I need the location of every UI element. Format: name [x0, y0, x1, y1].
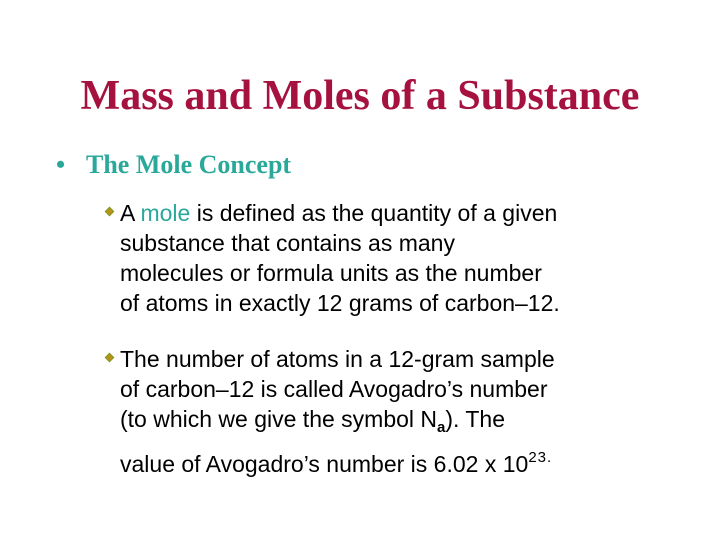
subpoint-mole-definition [120, 198, 700, 318]
paragraph-line: of carbon–12 is called Avogadro’s number [120, 376, 548, 402]
paragraph-line: of atoms in exactly 12 grams of carbon–12. [120, 290, 560, 316]
exponent-superscript: 23. [528, 449, 553, 466]
paragraph-line [120, 404, 700, 443]
line-text: ). The [445, 406, 506, 432]
paragraph-line [120, 198, 700, 228]
avogadro-symbol-subscript: a [437, 419, 446, 436]
line-text: (to which we give the symbol N [120, 406, 438, 432]
paragraph-line [120, 443, 700, 479]
line-text: is defined as the quantity of a given [190, 200, 558, 226]
mole-term: mole [140, 200, 191, 226]
bullet-marker: • [56, 150, 66, 179]
line-text: value of Avogadro’s number is 6.02 x 10 [120, 451, 529, 477]
slide-title: Mass and Moles of a Substance [80, 73, 640, 119]
paragraph-line: substance that contains as many [120, 230, 455, 256]
bullet-mole-concept [56, 148, 291, 182]
diamond-bullet-icon [105, 207, 115, 217]
subpoint-avogadro-number [120, 344, 700, 479]
diamond-bullet-icon [105, 353, 115, 363]
paragraph-line: The number of atoms in a 12-gram sample [120, 346, 555, 372]
paragraph-line: molecules or formula units as the number [120, 260, 542, 286]
bullet-text: The Mole Concept [86, 150, 292, 179]
line-text: A [120, 200, 141, 226]
